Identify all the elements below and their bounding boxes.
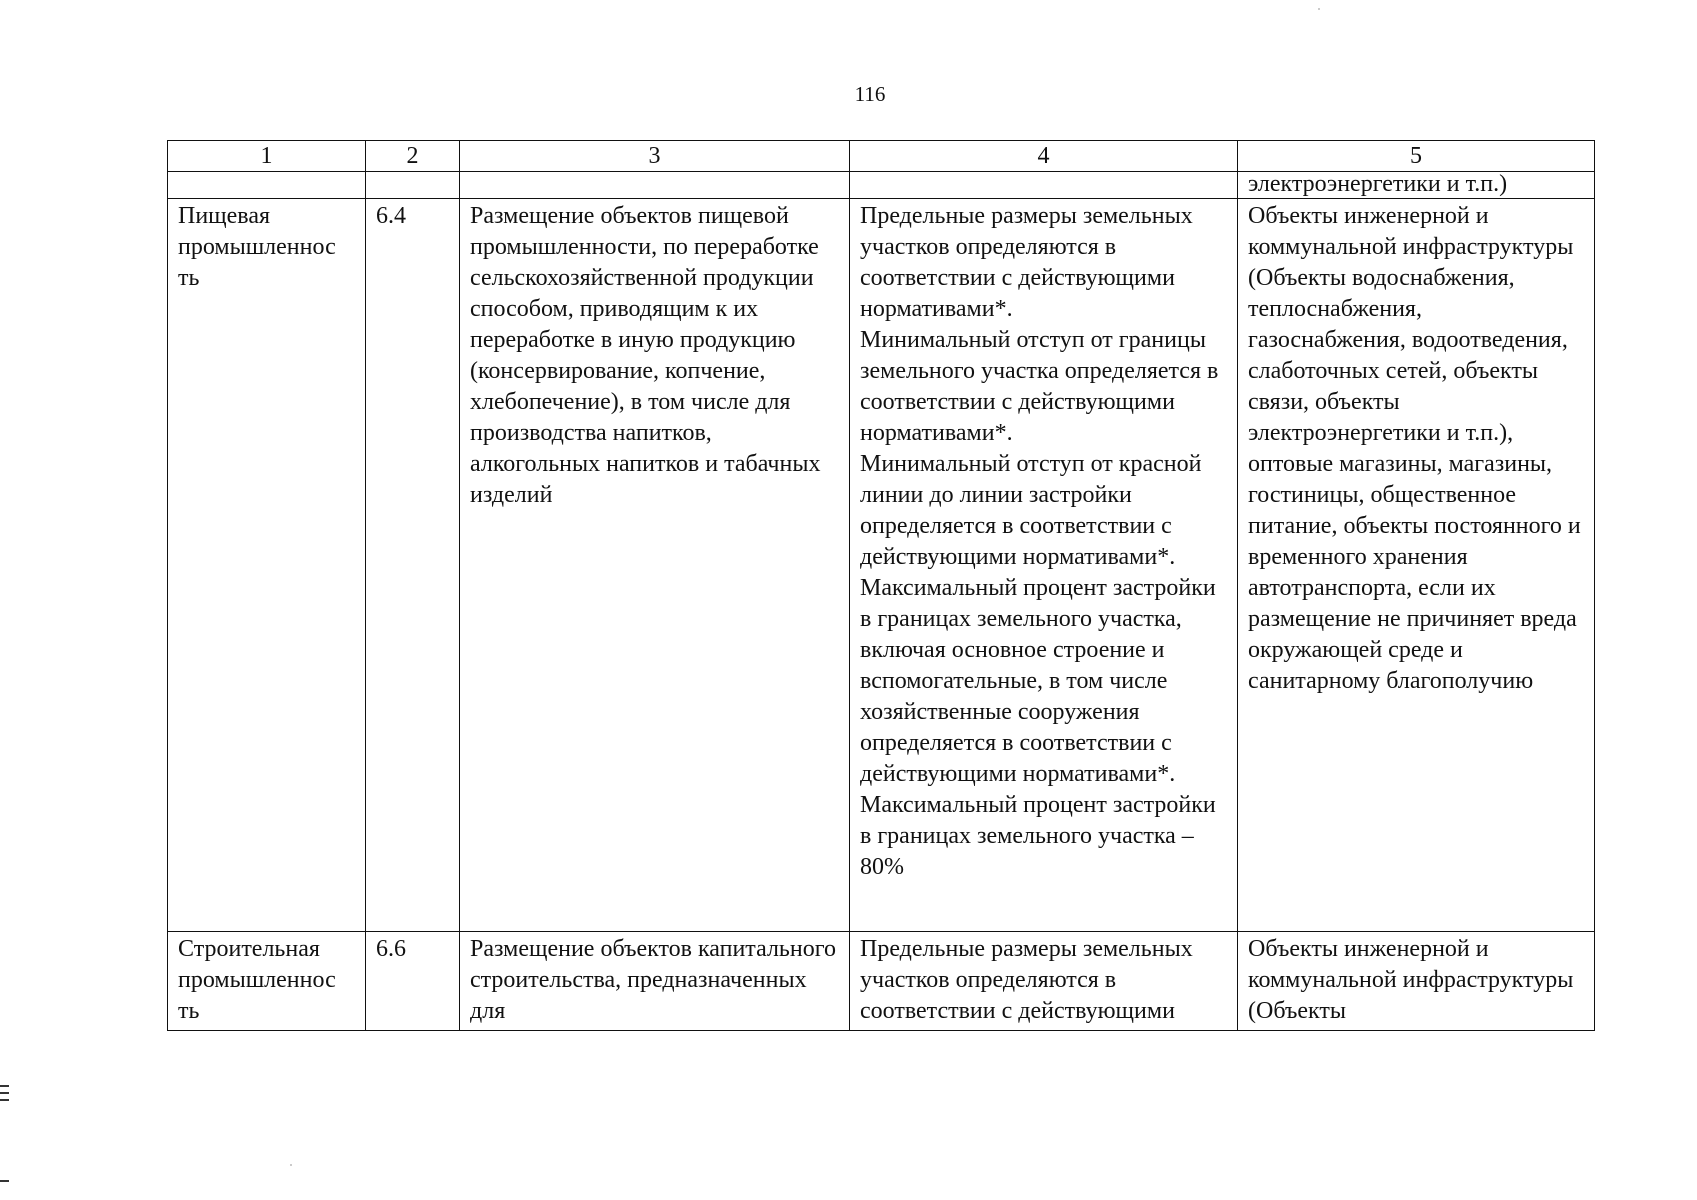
- column-number: 5: [1238, 141, 1595, 172]
- scan-mark: [0, 1180, 9, 1182]
- column-number: 2: [366, 141, 460, 172]
- use-type-name: Пищевая промышленнос ть: [168, 199, 366, 932]
- column-number: 3: [460, 141, 850, 172]
- continued-text: электроэнергетики и т.п.): [1238, 172, 1595, 199]
- parameter-paragraph: Предельные размеры земельных участков определяются в соответствии с действующими: [860, 936, 1193, 1024]
- scan-mark: [0, 1092, 9, 1094]
- use-type-code: 6.6: [366, 932, 460, 1031]
- table-row: [168, 199, 1595, 932]
- use-type-name: Строительная промышленнос ть: [168, 932, 366, 1031]
- parameter-paragraph: Предельные размеры земельных участков определяются в соответствии с действующими нормативами*.: [860, 203, 1193, 322]
- table-cell: [168, 172, 366, 199]
- page-number: 116: [854, 82, 886, 106]
- zoning-table: [167, 140, 1595, 1031]
- continuation-row: [168, 172, 1595, 199]
- column-number: 4: [850, 141, 1238, 172]
- scan-speck: [1318, 8, 1320, 10]
- column-number: 1: [168, 141, 366, 172]
- parameter-paragraph: Максимальный процент застройки в границах земельного участка, включая основное строение и вспомогательные, в том числе хозяйственные сооружения определяется в соответствии с действующими нормативами*.: [860, 575, 1216, 787]
- scan-speck: [290, 1164, 292, 1166]
- table-cell: [366, 172, 460, 199]
- parameter-paragraph: Минимальный отступ от красной линии до линии застройки определяется в соответствии с действующими нормативами*.: [860, 451, 1202, 570]
- parameters-cell: [850, 932, 1238, 1031]
- scan-mark: [0, 1085, 9, 1087]
- use-type-code: 6.4: [366, 199, 460, 932]
- parameter-paragraph: Максимальный процент застройки в границах земельного участка – 80%: [860, 792, 1216, 880]
- column-number-row: [168, 141, 1595, 172]
- scan-mark: [0, 1099, 9, 1101]
- table-row: [168, 932, 1595, 1031]
- table-cell: [460, 172, 850, 199]
- use-type-description: Размещение объектов пищевой промышленности, по переработке сельскохозяйственной продукции способом, приводящим к их переработке в иную продукцию (консервирование, копчение, хлебопечение), в том числе для производства напитков, алкогольных напитков и табачных изделий: [460, 199, 850, 932]
- parameters-cell: [850, 199, 1238, 932]
- use-type-description: Размещение объектов капитального строительства, предназначенных для: [460, 932, 850, 1031]
- parameter-paragraph: Минимальный отступ от границы земельного участка определяется в соответствии с действующими нормативами*.: [860, 327, 1219, 446]
- auxiliary-uses: Объекты инженерной и коммунальной инфраструктуры (Объекты водоснабжения, теплоснабжения, газоснабжения, водоотведения, слаботочных сетей, объекты связи, объекты электроэнергетики и т.п.), оптовые магазины, магазины, гостиницы, общественное питание, объекты постоянного и временного хранения автотранспорта, если их размещение не причиняет вреда окружающей среде и санитарному благополучию: [1238, 199, 1595, 932]
- table-cell: [850, 172, 1238, 199]
- auxiliary-uses: Объекты инженерной и коммунальной инфраструктуры (Объекты: [1238, 932, 1595, 1031]
